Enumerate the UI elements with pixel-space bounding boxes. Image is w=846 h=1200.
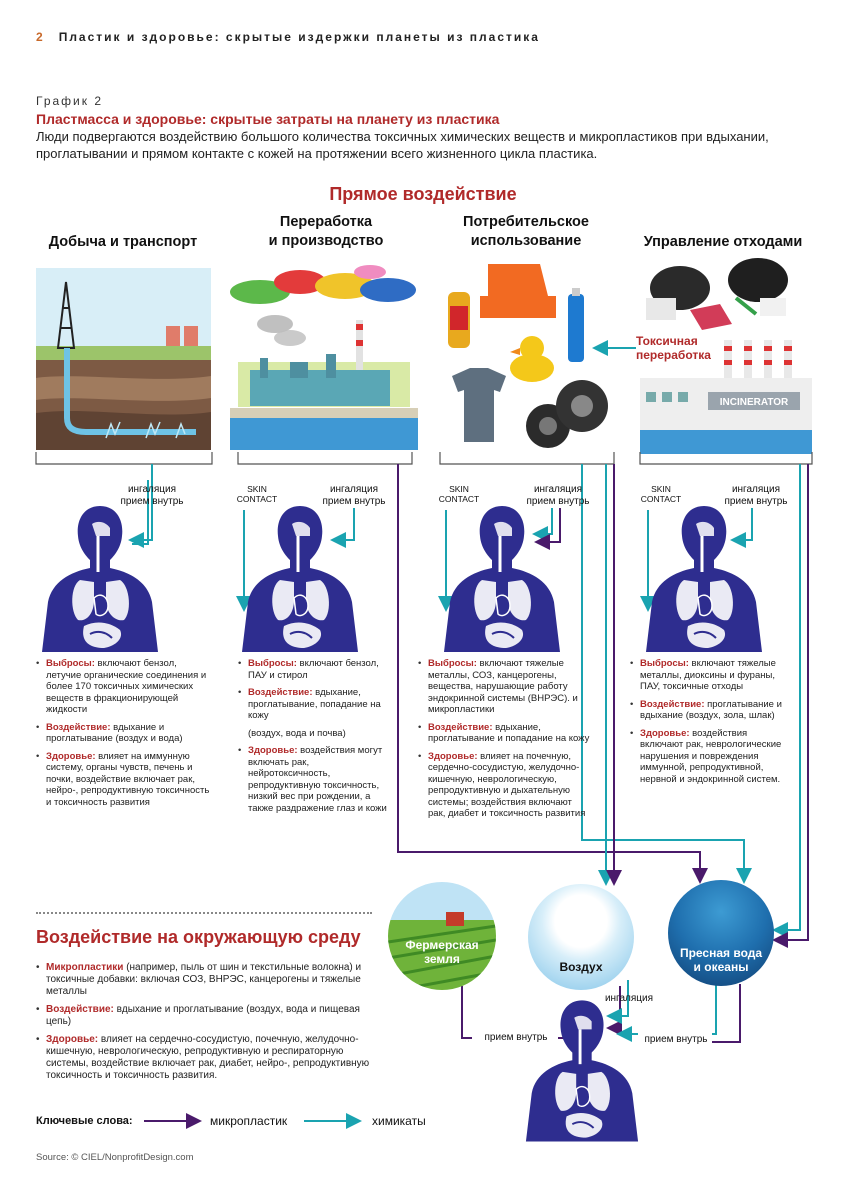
p3-ingestion-label: прием внутрь: [526, 496, 590, 507]
emissions-label: Выбросы:: [46, 658, 95, 669]
exposure-label: Воздействие:: [46, 1004, 114, 1015]
exposure-label: Воздействие:: [248, 687, 313, 698]
list-item: [418, 722, 590, 745]
freshwater-ocean-circle: [668, 880, 774, 986]
p3-inhalation-label: ингаляция: [533, 484, 583, 495]
section-divider: [36, 912, 372, 914]
air-label: Воздух: [559, 960, 603, 974]
human-body-icon-env: [524, 996, 640, 1142]
list-item: [238, 745, 388, 814]
microplastics-label: Микропластики: [46, 962, 124, 973]
toxic-recycling-line2: переработка: [636, 348, 711, 362]
running-title: Пластик и здоровье: скрытые издержки планеты из пластика: [58, 30, 540, 44]
exposure-label: Воздействие:: [428, 721, 493, 733]
toxic-recycling-line1: Токсичная: [636, 334, 698, 348]
human-body-icon-3: [442, 502, 562, 652]
page-number: 2: [36, 30, 45, 44]
environment-title: Воздействие на окружающую среду: [36, 927, 361, 947]
source-credit: Source: © CIEL/NonprofitDesign.com: [36, 1152, 194, 1163]
exposure-note: (воздух, вода и почва): [248, 727, 346, 739]
farmland-label: [388, 938, 496, 966]
farm-line2: земля: [424, 952, 460, 966]
stage3-bullets: [418, 658, 590, 826]
stage1-bullets: [36, 658, 214, 814]
figure-title: Пластмасса и здоровье: скрытые затраты на планету из пластика: [36, 111, 500, 127]
health-label: Здоровье:: [46, 1034, 99, 1045]
list-item: [36, 1004, 382, 1028]
p2-skin-line2: CONTACT: [236, 494, 278, 504]
farm-line1: Фермерская: [405, 938, 479, 952]
exposure-label: Воздействие:: [640, 698, 705, 710]
p4-inhalation-label: ингаляция: [731, 484, 781, 495]
emissions-label: Выбросы:: [428, 658, 477, 669]
env-ingestion-label-right: прием внутрь: [644, 1034, 708, 1045]
stage-title-production-line2: и производство: [268, 233, 384, 249]
health-label: Здоровье:: [640, 727, 690, 739]
emissions-label: Выбросы:: [248, 658, 297, 669]
environment-bullets: [36, 962, 382, 1088]
human-body-icon-1: [40, 502, 160, 652]
list-item: [630, 658, 790, 693]
stage-title-extraction: Добыча и транспорт: [48, 234, 198, 250]
list-item: [418, 658, 590, 716]
stage-title-consumer-line2: использование: [470, 233, 582, 249]
p2-skin-contact-label: [232, 484, 282, 504]
p2-skin-line1: SKIN: [247, 484, 267, 494]
list-item: [630, 699, 790, 722]
list-item: [238, 687, 388, 739]
incinerator-sign: INCINERATOR: [719, 397, 789, 408]
p3-skin-line1: SKIN: [449, 484, 469, 494]
env-ingestion-label-left: прием внутрь: [484, 1032, 548, 1043]
health-label: Здоровье:: [428, 750, 478, 762]
health-label: Здоровье:: [248, 745, 298, 756]
p2-inhalation-label: ингаляция: [329, 484, 379, 495]
farmland-circle: [388, 882, 496, 990]
direct-impact-title: Прямое воздействие: [329, 184, 517, 204]
legend-chemicals-label: химикаты: [372, 1114, 426, 1128]
stage-title-production-line1: Переработка: [279, 214, 373, 230]
bracket-consumer: [440, 452, 614, 464]
emissions-label: Выбросы:: [640, 658, 689, 669]
emissions-text: включают бензол, ПАУ и стирол: [248, 658, 379, 681]
legend-title: Ключевые слова:: [36, 1115, 133, 1127]
stage-title-waste: Управление отходами: [643, 234, 803, 250]
figure-label: График 2: [36, 94, 104, 108]
human-body-icon-4: [644, 502, 764, 652]
bracket-extraction: [36, 452, 212, 464]
freshwater-label: [668, 946, 774, 974]
exposure-label: Воздействие:: [46, 721, 111, 733]
env-inhalation-label: ингаляция: [604, 993, 654, 1004]
list-item: [418, 751, 590, 820]
microplastics-text: (например, пыль от шин и текстильные волокна) и токсичные добавки: включая СОЗ, ВНРЭС, канцерогены и тяжелые металлы: [46, 962, 362, 997]
exposure-text: вдыхание и проглатывание (воздух и вода): [46, 721, 183, 744]
health-text: воздействия включают рак, неврологические нарушения и повреждения иммунной, репродуктивной, нервной и эндокринной систем.: [640, 727, 782, 785]
water-line1: Пресная вода: [679, 946, 763, 960]
exposure-text: проглатывание и вдыхание (воздух, зола, шлак): [640, 698, 782, 721]
water-line2: и океаны: [693, 960, 749, 974]
list-item: [36, 962, 382, 998]
stage-title-consumer-line1: Потребительское: [463, 214, 589, 230]
air-circle: [528, 884, 634, 990]
p4-ingestion-label: прием внутрь: [724, 496, 788, 507]
list-item: [36, 658, 214, 716]
bracket-waste: [640, 452, 812, 464]
p4-skin-line2: CONTACT: [640, 494, 682, 504]
health-text: влияет на сердечно-сосудистую, почечную, желудочно-кишечную, неврологическую, репродуктивную и респираторную системы, воздействие включает рак, диабет, нейро-, репродуктивную токсичность и токсичность развития.: [46, 1034, 370, 1081]
p4-skin-line1: SKIN: [651, 484, 671, 494]
legend-microplastic-label: микропластик: [210, 1114, 288, 1128]
bracket-production: [238, 452, 412, 464]
list-item: [238, 658, 388, 681]
exposure-text: вдыхание, проглатывание, попадание на кожу: [248, 687, 381, 721]
health-text: влияет на иммунную систему, органы чувств, печень и почки, воздействие включает рак, нейро-, репродуктивную токсичность и токсичность развития: [46, 750, 210, 808]
p1-inhalation-label: ингаляция: [127, 484, 177, 495]
exposure-text: вдыхание и проглатывание (воздух, вода и пищевая цепь): [46, 1004, 360, 1027]
list-item: [630, 728, 790, 786]
p1-ingestion-label: прием внутрь: [120, 496, 184, 507]
health-text: влияет на почечную, сердечно-сосудистую, желудочно-кишечную, неврологическую, репродуктивную и дыхательную системы; воздействия включают рак, диабет и токсичность развития: [428, 750, 586, 819]
p3-skin-line2: CONTACT: [438, 494, 480, 504]
exposure-text: вдыхание, проглатывание и попадание на кожу: [428, 721, 590, 744]
p3-skin-contact-label: [434, 484, 484, 504]
health-label: Здоровье:: [46, 750, 96, 762]
figure-description: Люди подвергаются воздействию большого количества токсичных химических веществ и микропластиков при вдыхании, проглатывании и прямом контакте с кожей на протяжении всего жизненного цикла пластика.: [36, 129, 769, 161]
p2-ingestion-label: прием внутрь: [322, 496, 386, 507]
stage4-bullets: [630, 658, 790, 791]
emissions-text: включают тяжелые металлы, СОЗ, канцерогены, вещества, нарушающие работу эндокринной системы (ВНРЭС). и микропластики: [428, 658, 578, 715]
health-text: воздействия могут включать рак, нейротоксичность, репродуктивную токсичность, низкий вес при рождении, а также раздражение глаз и кожи: [248, 745, 387, 814]
list-item: [36, 1034, 382, 1082]
p4-skin-contact-label: [636, 484, 686, 504]
human-body-icon-2: [240, 502, 360, 652]
list-item: [36, 722, 214, 745]
list-item: [36, 751, 214, 809]
emissions-text: включают бензол, летучие органические соединения и более 170 токсичных химических веществ в фракционирующей жидкости: [46, 658, 207, 715]
emissions-text: включают тяжелые металлы, диоксины и фураны, ПАУ, токсичные отходы: [640, 658, 776, 692]
stage2-bullets: [238, 658, 388, 820]
